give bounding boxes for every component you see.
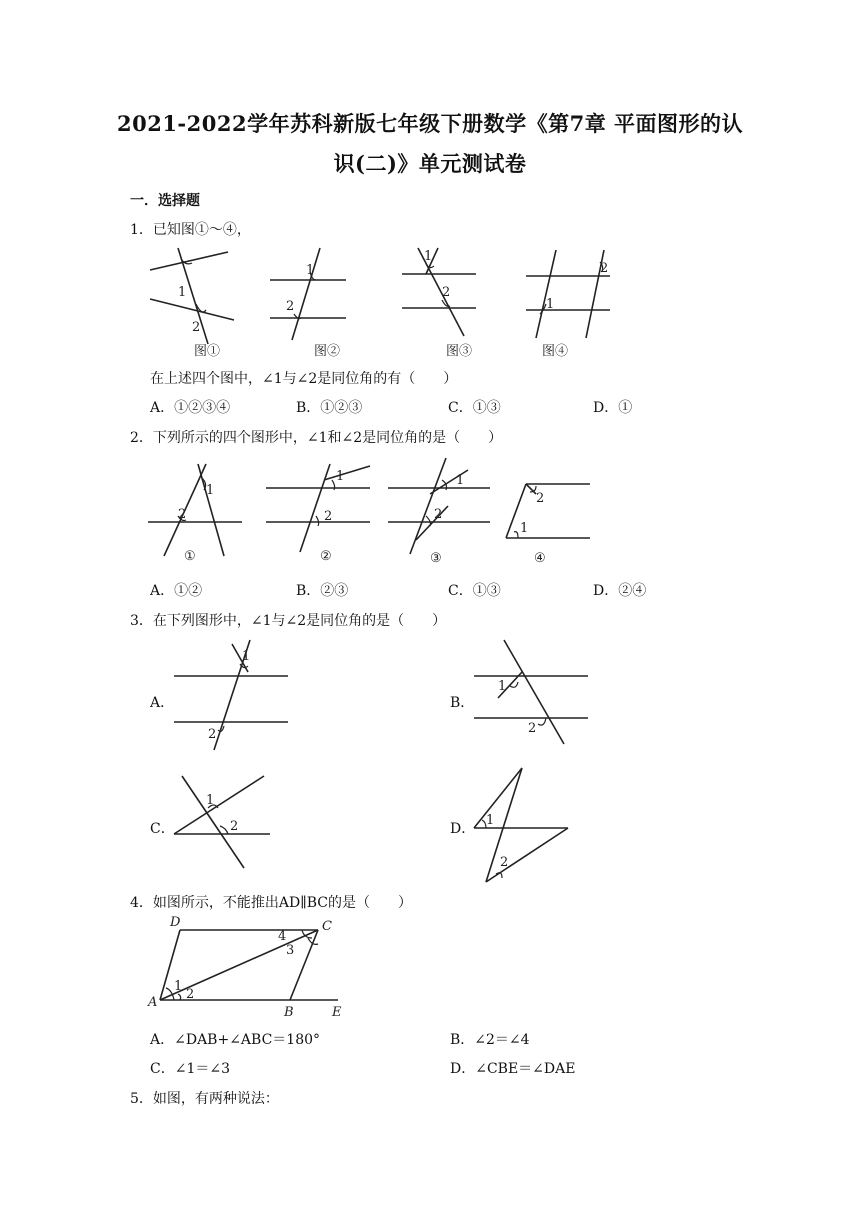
q2-f2-angle-2: 2	[324, 509, 333, 524]
q5-stem: 5．如图，有两种说法：	[130, 1091, 279, 1107]
q1-caption-1: 图①	[194, 344, 221, 359]
q4-angle-4: 4	[278, 929, 287, 944]
q2-f4-angle-1: 1	[520, 521, 529, 536]
q4-angle-2: 2	[186, 987, 195, 1002]
q2-f4-angle-2: 2	[536, 491, 545, 506]
q2-caption-2: ②	[320, 549, 332, 564]
q4-angle-1: 1	[174, 979, 183, 994]
q2-figure-4	[506, 472, 596, 565]
q2-f2-angle-1: 1	[336, 469, 345, 484]
q4-option-d[interactable]: D．∠CBE＝∠DAE	[450, 1061, 576, 1077]
q2-stem: 2．下列所示的四个图形中，∠1和∠2是同位角的是（ ）	[130, 430, 503, 446]
q2-figure-1	[148, 460, 248, 565]
q1-f2-angle-1: 1	[306, 263, 315, 278]
q2-f3-angle-1: 1	[456, 473, 465, 488]
q4-point-c: C	[322, 919, 332, 934]
q3-fb-angle-1: 1	[498, 679, 507, 694]
q1-f3-angle-2: 2	[442, 285, 451, 300]
q3-option-c[interactable]: C．	[150, 821, 175, 837]
q1-question: 在上述四个图中，∠1与∠2是同位角的有（ ）	[150, 371, 458, 387]
page-title-line-1: 2021-2022学年苏科新版七年级下册数学《第7章 平面图形的认	[116, 111, 744, 136]
q1-f1-angle-2: 2	[192, 320, 201, 335]
q3-fc-angle-2: 2	[230, 819, 239, 834]
q1-caption-4: 图④	[542, 344, 569, 359]
q2-option-b[interactable]: B．②③	[296, 583, 349, 599]
q2-caption-4: ④	[534, 551, 546, 566]
q2-option-a[interactable]: A．①②	[150, 583, 203, 599]
q1-figure-4	[524, 244, 614, 359]
page-title-line-2: 识(二)》单元测试卷	[333, 151, 527, 176]
q2-figure-2	[266, 460, 376, 565]
q1-option-b[interactable]: B．①②③	[296, 400, 363, 416]
q2-f1-angle-2: 2	[178, 507, 187, 522]
q1-figure-1	[148, 244, 238, 359]
q3-figure-d	[472, 766, 582, 884]
q1-option-a[interactable]: A．①②③④	[150, 400, 231, 416]
q1-option-d[interactable]: D．①	[593, 400, 633, 416]
q4-option-a[interactable]: A．∠DAB+∠ABC＝180°	[150, 1032, 321, 1048]
q3-fa-angle-1: 1	[242, 649, 251, 664]
q3-option-a[interactable]: A．	[150, 695, 175, 711]
q3-fa-angle-2: 2	[208, 727, 217, 742]
q4-point-e: E	[332, 1005, 342, 1020]
q2-caption-3: ③	[430, 551, 442, 566]
q2-f1-angle-1: 1	[206, 483, 215, 498]
q3-fc-angle-1: 1	[206, 793, 215, 808]
q4-stem: 4．如图所示，不能推出AD∥BC的是（ ）	[130, 895, 412, 911]
q1-f3-angle-1: 1	[424, 249, 433, 264]
q2-caption-1: ①	[184, 549, 196, 564]
q4-point-b: B	[284, 1005, 294, 1020]
q1-f4-angle-1: 1	[546, 297, 555, 312]
q2-option-d[interactable]: D．②④	[593, 583, 647, 599]
q1-f2-angle-2: 2	[286, 299, 295, 314]
q1-figure-3	[398, 244, 488, 359]
q1-caption-3: 图③	[446, 344, 473, 359]
q4-figure	[148, 915, 358, 1022]
q3-option-d[interactable]: D．	[450, 821, 476, 837]
q3-figure-c	[174, 772, 274, 872]
q1-stem: 1．已知图①～④，	[130, 222, 251, 238]
q3-fb-angle-2: 2	[528, 721, 537, 736]
q1-f1-angle-1: 1	[178, 285, 187, 300]
q1-option-c[interactable]: C．①③	[448, 400, 501, 416]
q1-caption-2: 图②	[314, 344, 341, 359]
q1-figure-2	[268, 244, 358, 359]
q4-option-b[interactable]: B．∠2＝∠4	[450, 1032, 530, 1048]
q3-figure-b	[474, 638, 594, 758]
q2-f3-angle-2: 2	[434, 507, 443, 522]
q3-stem: 3．在下列图形中，∠1与∠2是同位角的是（ ）	[130, 613, 447, 629]
q4-angle-3: 3	[286, 943, 295, 958]
q3-fd-angle-2: 2	[500, 855, 509, 870]
q4-point-d: D	[170, 915, 181, 930]
q3-figure-a	[174, 638, 294, 758]
q3-fd-angle-1: 1	[486, 813, 495, 828]
q3-option-b[interactable]: B．	[450, 695, 475, 711]
q2-figure-3	[386, 454, 496, 565]
section-heading: 一．选择题	[130, 193, 200, 209]
q2-option-c[interactable]: C．①③	[448, 583, 501, 599]
q4-option-c[interactable]: C．∠1＝∠3	[150, 1061, 230, 1077]
q1-f4-angle-2: 2	[600, 261, 609, 276]
q4-point-a: A	[148, 995, 158, 1010]
